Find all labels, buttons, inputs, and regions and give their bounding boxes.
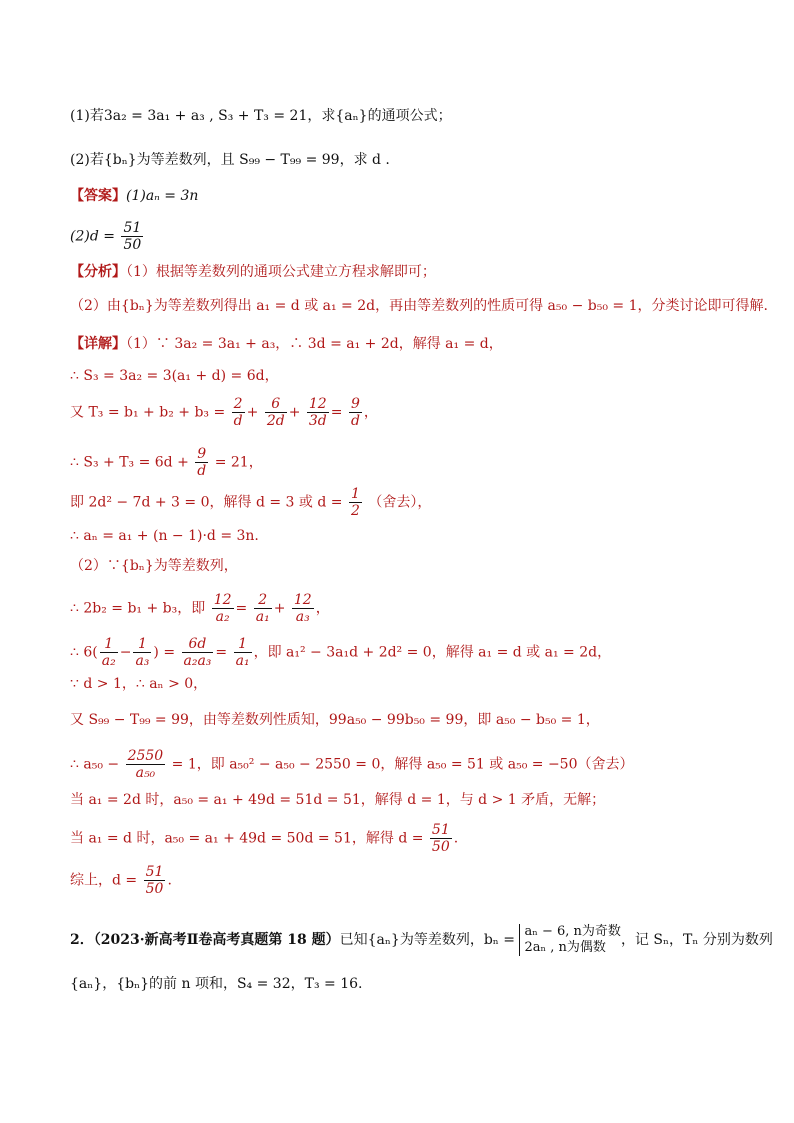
frac-51-over-50-final: $\frac{51}{50}$ (145, 864, 164, 897)
detail-line-11: 又 S₉₉ − T₉₉ = 99，由等差数列性质知，99a₅₀ − 99b₅₀ = 99，即 a₅₀ − b₅₀ = 1， (70, 712, 600, 728)
frac-9-over-d-2: $\frac{9}{d}$ (197, 446, 207, 479)
detail-line-13: 当 a₁ = 2d 时，a₅₀ = a₁ + 49d = 51d = 51，解得 d = 1，与 d > 1 矛盾，无解； (70, 792, 606, 808)
frac-2-over-d: $\frac{2}{d}$ (233, 396, 243, 429)
question-2-line-1 (70, 924, 773, 956)
question-2-label: 2．（2023·新高考Ⅱ卷高考真题第 18 题） (70, 932, 340, 948)
piecewise-case-1: aₙ − 6, n为奇数 (524, 924, 621, 939)
detail-15-prefix: 综上，d = (70, 872, 138, 889)
detail-8-prefix: ∴ 2b₂ = b₁ + b₃，即 (70, 600, 206, 617)
frac-9-over-d: $\frac{9}{d}$ (350, 396, 360, 429)
frac-2550-over-a50: $\frac{2550}{\text{a₅₀}}$ (127, 748, 164, 781)
analysis-1: （1）根据等差数列的通项公式建立方程求解即可； (126, 264, 436, 280)
detail-3-prefix: 又 T₃ = b₁ + b₂ + b₃ = (70, 404, 226, 421)
answer-2-prefix: (2)d = (70, 228, 115, 245)
frac-1-over-a2: $\frac{1}{\text{a₂}}$ (101, 636, 116, 669)
detail-line-10: ∵ d > 1，∴ aₙ > 0， (70, 676, 208, 692)
detail-line-2: ∴ S₃ = 3a₂ = 3(a₁ + d) = 6d， (70, 368, 279, 384)
detail-5-suffix: （舍去）， (368, 494, 432, 511)
question-part-1: (1)若3a₂ = 3a₁ + a₃ , S₃ + T₃ = 21，求{aₙ}的通项公式； (70, 108, 452, 124)
question-part-2: (2)若{bₙ}为等差数列，且 S₉₉ − T₉₉ = 99，求 d . (70, 152, 390, 168)
frac-6-over-2d: $\frac{6}{2d}$ (266, 396, 285, 429)
detail-line-7: （2）∵{bₙ}为等差数列， (70, 558, 238, 574)
detail-line-1 (70, 334, 754, 354)
detail-4-suffix: = 21， (214, 454, 263, 471)
answer-1: (1)aₙ = 3n (126, 188, 199, 204)
piecewise (519, 924, 620, 956)
answer-line-2 (70, 220, 754, 253)
detail-line-14: 当 a₁ = d 时，a₅₀ = a₁ + 49d = 50d = 51，解得 d = $\frac{51}{50}$ . (70, 822, 459, 855)
detail-9-suffix: ，即 a₁² − 3a₁d + 2d² = 0，解得 a₁ = d 或 a₁ = 2d， (253, 644, 612, 661)
frac-12-over-a3: $\frac{12}{\text{a₃}}$ (293, 592, 312, 625)
frac-2-over-a1: $\frac{2}{\text{a₁}}$ (255, 592, 270, 625)
frac-6d-over-a2a3: $\frac{6d}{\text{a₂a₃}}$ (183, 636, 212, 669)
detail-line-9: ∴ 6( $\frac{1}{\text{a₂}}$ − $\frac{1}{\text{a₃}}$ ) = $\frac{6d}{\text{a₂a₃}}$ = $\frac{1}{\text{a₁}}$ ，即 a₁² − 3a₁d + 2d² = 0，解得 a₁ = d 或 a₁ = 2d， (70, 636, 612, 669)
analysis-tag: 【分析】 (70, 264, 126, 280)
detail-12-prefix: ∴ a₅₀ − (70, 756, 120, 773)
answer-line-1 (70, 186, 754, 206)
detail-line-15: 综上，d = $\frac{51}{50}$ . (70, 864, 172, 897)
detail-4-prefix: ∴ S₃ + T₃ = 6d + (70, 454, 189, 471)
detail-line-12 (70, 748, 754, 781)
answer-2-fraction: $\frac{51}{50}$ (123, 220, 142, 253)
frac-1-over-a3: $\frac{1}{\text{a₃}}$ (135, 636, 150, 669)
frac-1-over-a1: $\frac{1}{\text{a₁}}$ (235, 636, 250, 669)
detail-line-8: ∴ 2b₂ = b₁ + b₃，即 $\frac{12}{\text{a₂}}$ = $\frac{2}{\text{a₁}}$ + $\frac{12}{\text{a₃}}$ ， (70, 592, 330, 625)
detail-1: （1）∵ 3a₂ = 3a₁ + a₃，∴ 3d = a₁ + 2d，解得 a₁ = d， (126, 336, 503, 352)
detail-line-4 (70, 446, 754, 479)
question-2-text-1: 已知{aₙ}为等差数列，bₙ = (339, 932, 516, 948)
detail-line-6: ∴ aₙ = a₁ + (n − 1)·d = 3n. (70, 528, 259, 544)
piecewise-case-2: 2aₙ , n为偶数 (524, 940, 606, 955)
frac-12-over-3d: $\frac{12}{3d}$ (308, 396, 327, 429)
detail-14-prefix: 当 a₁ = d 时，a₅₀ = a₁ + 49d = 50d = 51，解得 d = (70, 830, 424, 847)
question-2-line-2: {aₙ}，{bₙ}的前 n 项和，S₄ = 32，T₃ = 16. (70, 976, 363, 992)
frac-51-over-50: $\frac{51}{50}$ (431, 822, 450, 855)
detail-12-suffix: = 1，即 a₅₀² − a₅₀ − 2550 = 0，解得 a₅₀ = 51 或 a₅₀ = −50（舍去） (171, 756, 634, 773)
frac-12-over-a2: $\frac{12}{\text{a₂}}$ (213, 592, 232, 625)
detail-9-prefix: ∴ 6( (70, 644, 98, 661)
analysis-line-2: （2）由{bₙ}为等差数列得出 a₁ = d 或 a₁ = 2d，再由等差数列的性质可得 a₅₀ − b₅₀ = 1，分类讨论即可得解. (70, 298, 768, 314)
frac-1-over-2: $\frac{1}{2}$ (350, 486, 360, 519)
analysis-line-1 (70, 262, 754, 282)
question-2-text-2: ，记 Sₙ，Tₙ 分别为数列 (620, 932, 773, 948)
answer-tag: 【答案】 (70, 188, 126, 204)
detail-tag: 【详解】 (70, 336, 126, 352)
detail-line-5 (70, 486, 754, 519)
detail-line-3: 又 T₃ = b₁ + b₂ + b₃ = $\frac{2}{d}$ + $\frac{6}{2d}$ + $\frac{12}{3d}$ = $\frac{9}{d}$ ， (70, 396, 378, 429)
detail-5-prefix: 即 2d² − 7d + 3 = 0，解得 d = 3 或 d = (70, 494, 343, 511)
